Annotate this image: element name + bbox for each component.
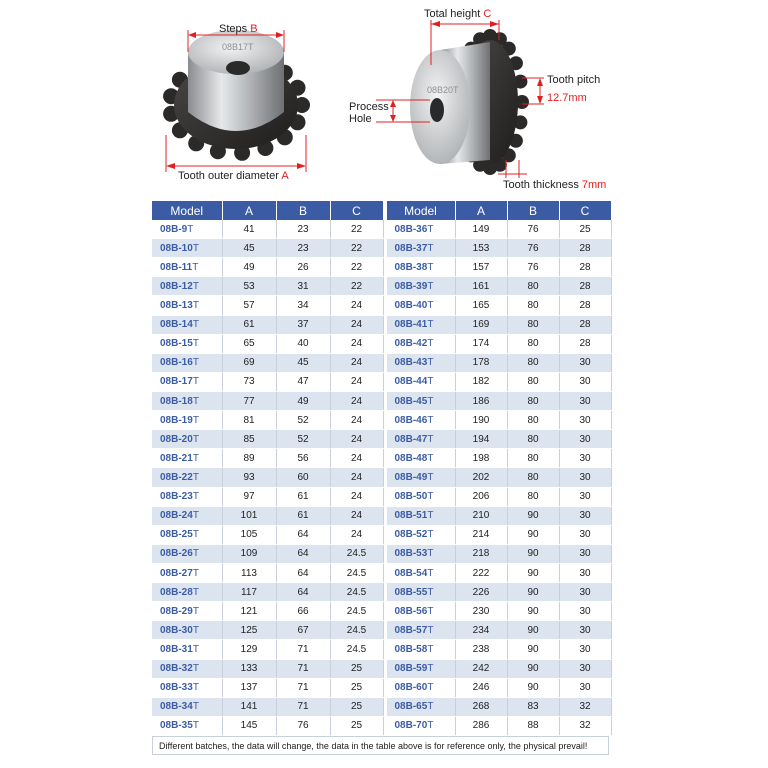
- value-a-cell: 97: [222, 487, 276, 506]
- table-row: [152, 659, 383, 678]
- table-row: [152, 258, 383, 277]
- value-c-cell: 30: [559, 372, 611, 391]
- table-row: [385, 468, 611, 487]
- table-row: [152, 277, 383, 296]
- value-b-cell: 80: [507, 353, 559, 372]
- value-a-cell: 230: [455, 602, 507, 621]
- column-header: Model: [152, 201, 222, 220]
- value-b-cell: 61: [276, 487, 330, 506]
- table-row: [385, 220, 611, 239]
- value-a-cell: 153: [455, 239, 507, 258]
- table-row: [385, 334, 611, 353]
- model-cell: 08B-32T: [152, 659, 222, 678]
- value-c-cell: 30: [559, 544, 611, 563]
- value-a-cell: 137: [222, 678, 276, 697]
- value-b-cell: 52: [276, 411, 330, 430]
- reference-note: Different batches, the data will change, the data in the table above is for reference only, the physical prevail!: [152, 736, 609, 755]
- value-a-cell: 246: [455, 678, 507, 697]
- spec-table-right: [384, 201, 612, 736]
- value-c-cell: 25: [330, 697, 383, 716]
- value-c-cell: 30: [559, 659, 611, 678]
- table-row: [385, 544, 611, 563]
- value-b-cell: 90: [507, 678, 559, 697]
- model-cell: 08B-26T: [152, 544, 222, 563]
- value-b-cell: 52: [276, 430, 330, 449]
- value-c-cell: 24.5: [330, 583, 383, 602]
- value-a-cell: 113: [222, 563, 276, 582]
- steps-label: Steps B: [219, 23, 258, 35]
- model-cell: 08B-44T: [385, 372, 455, 391]
- value-a-cell: 61: [222, 315, 276, 334]
- value-a-cell: 93: [222, 468, 276, 487]
- model-cell: 08B-28T: [152, 583, 222, 602]
- table-row: [385, 411, 611, 430]
- model-cell: 08B-40T: [385, 296, 455, 315]
- table-row: [385, 640, 611, 659]
- value-c-cell: 28: [559, 334, 611, 353]
- value-b-cell: 90: [507, 640, 559, 659]
- value-a-cell: 174: [455, 334, 507, 353]
- value-b-cell: 80: [507, 296, 559, 315]
- model-cell: 08B-35T: [152, 716, 222, 735]
- tooth-pitch-label: Tooth pitch: [547, 74, 601, 86]
- tooth-thickness-label: Tooth thickness 7mm: [503, 179, 607, 191]
- value-a-cell: 145: [222, 716, 276, 735]
- table-row: [152, 602, 383, 621]
- value-b-cell: 31: [276, 277, 330, 296]
- table-row: [152, 678, 383, 697]
- table-row: [152, 525, 383, 544]
- left-hub-engraving: 08B17T: [222, 42, 254, 52]
- column-header: C: [330, 201, 383, 220]
- value-b-cell: 71: [276, 697, 330, 716]
- table-row: [385, 315, 611, 334]
- value-a-cell: 210: [455, 506, 507, 525]
- table-row: [152, 220, 383, 239]
- value-c-cell: 24: [330, 353, 383, 372]
- value-b-cell: 66: [276, 602, 330, 621]
- value-a-cell: 129: [222, 640, 276, 659]
- value-b-cell: 26: [276, 258, 330, 277]
- value-b-cell: 61: [276, 506, 330, 525]
- spec-table-left: [152, 201, 384, 736]
- model-cell: 08B-41T: [385, 315, 455, 334]
- value-b-cell: 60: [276, 468, 330, 487]
- table-row: [385, 583, 611, 602]
- value-b-cell: 64: [276, 544, 330, 563]
- value-b-cell: 49: [276, 391, 330, 410]
- table-row: [152, 544, 383, 563]
- value-b-cell: 45: [276, 353, 330, 372]
- value-b-cell: 90: [507, 525, 559, 544]
- value-c-cell: 24: [330, 372, 383, 391]
- value-c-cell: 24: [330, 449, 383, 468]
- value-c-cell: 25: [559, 220, 611, 239]
- model-cell: 08B-65T: [385, 697, 455, 716]
- model-cell: 08B-37T: [385, 239, 455, 258]
- model-cell: 08B-36T: [385, 220, 455, 239]
- model-cell: 08B-12T: [152, 277, 222, 296]
- value-b-cell: 76: [276, 716, 330, 735]
- value-c-cell: 30: [559, 468, 611, 487]
- value-c-cell: 24: [330, 334, 383, 353]
- value-a-cell: 238: [455, 640, 507, 659]
- model-cell: 08B-59T: [385, 659, 455, 678]
- table-row: [152, 487, 383, 506]
- table-row: [385, 296, 611, 315]
- value-c-cell: 24: [330, 391, 383, 410]
- value-c-cell: 24.5: [330, 621, 383, 640]
- value-a-cell: 226: [455, 583, 507, 602]
- value-b-cell: 37: [276, 315, 330, 334]
- value-c-cell: 24: [330, 468, 383, 487]
- table-row: [385, 372, 611, 391]
- value-b-cell: 71: [276, 678, 330, 697]
- value-b-cell: 80: [507, 487, 559, 506]
- left-sprocket-image: [163, 30, 310, 161]
- table-row: [385, 239, 611, 258]
- model-cell: 08B-16T: [152, 353, 222, 372]
- value-b-cell: 90: [507, 602, 559, 621]
- value-b-cell: 80: [507, 468, 559, 487]
- table-row: [152, 315, 383, 334]
- model-cell: 08B-25T: [152, 525, 222, 544]
- value-c-cell: 30: [559, 353, 611, 372]
- value-b-cell: 40: [276, 334, 330, 353]
- value-c-cell: 30: [559, 449, 611, 468]
- table-row: [385, 678, 611, 697]
- value-c-cell: 24: [330, 315, 383, 334]
- value-a-cell: 169: [455, 315, 507, 334]
- table-row: [385, 391, 611, 410]
- value-a-cell: 149: [455, 220, 507, 239]
- value-a-cell: 165: [455, 296, 507, 315]
- model-cell: 08B-22T: [152, 468, 222, 487]
- value-b-cell: 83: [507, 697, 559, 716]
- value-b-cell: 80: [507, 372, 559, 391]
- model-cell: 08B-19T: [152, 411, 222, 430]
- value-c-cell: 30: [559, 411, 611, 430]
- value-b-cell: 23: [276, 220, 330, 239]
- value-a-cell: 89: [222, 449, 276, 468]
- table-row: [385, 716, 611, 735]
- value-b-cell: 76: [507, 239, 559, 258]
- model-cell: 08B-43T: [385, 353, 455, 372]
- table-row: [385, 659, 611, 678]
- table-row: [152, 468, 383, 487]
- table-row: [152, 296, 383, 315]
- model-cell: 08B-51T: [385, 506, 455, 525]
- model-cell: 08B-57T: [385, 621, 455, 640]
- value-c-cell: 30: [559, 430, 611, 449]
- value-a-cell: 157: [455, 258, 507, 277]
- table-row: [152, 430, 383, 449]
- model-cell: 08B-48T: [385, 449, 455, 468]
- value-b-cell: 47: [276, 372, 330, 391]
- value-c-cell: 30: [559, 583, 611, 602]
- value-a-cell: 242: [455, 659, 507, 678]
- model-cell: 08B-34T: [152, 697, 222, 716]
- value-a-cell: 234: [455, 621, 507, 640]
- model-cell: 08B-53T: [385, 544, 455, 563]
- table-row: [385, 258, 611, 277]
- value-a-cell: 202: [455, 468, 507, 487]
- value-c-cell: 30: [559, 487, 611, 506]
- value-b-cell: 90: [507, 659, 559, 678]
- model-cell: 08B-21T: [152, 449, 222, 468]
- table-row: [385, 525, 611, 544]
- value-b-cell: 80: [507, 315, 559, 334]
- value-b-cell: 80: [507, 391, 559, 410]
- value-a-cell: 222: [455, 563, 507, 582]
- model-cell: 08B-31T: [152, 640, 222, 659]
- model-cell: 08B-60T: [385, 678, 455, 697]
- model-cell: 08B-27T: [152, 563, 222, 582]
- value-a-cell: 77: [222, 391, 276, 410]
- table-row: [385, 506, 611, 525]
- model-cell: 08B-33T: [152, 678, 222, 697]
- value-b-cell: 90: [507, 544, 559, 563]
- column-header: C: [559, 201, 611, 220]
- table-row: [152, 621, 383, 640]
- model-cell: 08B-30T: [152, 621, 222, 640]
- right-hub-engraving: 08B20T: [427, 85, 459, 95]
- model-cell: 08B-15T: [152, 334, 222, 353]
- value-b-cell: 64: [276, 583, 330, 602]
- model-cell: 08B-58T: [385, 640, 455, 659]
- value-c-cell: 24: [330, 296, 383, 315]
- value-b-cell: 88: [507, 716, 559, 735]
- value-c-cell: 30: [559, 640, 611, 659]
- value-b-cell: 76: [507, 258, 559, 277]
- model-cell: 08B-17T: [152, 372, 222, 391]
- model-cell: 08B-52T: [385, 525, 455, 544]
- value-a-cell: 268: [455, 697, 507, 716]
- value-a-cell: 186: [455, 391, 507, 410]
- model-cell: 08B-39T: [385, 277, 455, 296]
- specification-table: [152, 201, 609, 756]
- model-cell: 08B-38T: [385, 258, 455, 277]
- value-a-cell: 214: [455, 525, 507, 544]
- column-header: Model: [385, 201, 455, 220]
- value-a-cell: 133: [222, 659, 276, 678]
- table-row: [385, 277, 611, 296]
- value-b-cell: 34: [276, 296, 330, 315]
- value-b-cell: 64: [276, 563, 330, 582]
- value-a-cell: 286: [455, 716, 507, 735]
- value-c-cell: 28: [559, 315, 611, 334]
- value-c-cell: 22: [330, 220, 383, 239]
- tooth-outer-label: Tooth outer diameter A: [178, 170, 289, 182]
- table-row: [152, 640, 383, 659]
- value-c-cell: 24: [330, 487, 383, 506]
- table-row: [152, 391, 383, 410]
- value-b-cell: 80: [507, 411, 559, 430]
- model-cell: 08B-29T: [152, 602, 222, 621]
- model-cell: 08B-20T: [152, 430, 222, 449]
- value-a-cell: 121: [222, 602, 276, 621]
- model-cell: 08B-10T: [152, 239, 222, 258]
- value-c-cell: 24.5: [330, 602, 383, 621]
- value-b-cell: 64: [276, 525, 330, 544]
- tooth-pitch-value: 12.7mm: [547, 92, 587, 104]
- table-row: [385, 563, 611, 582]
- value-b-cell: 90: [507, 621, 559, 640]
- hole-label: Hole: [349, 113, 372, 125]
- model-cell: 08B-11T: [152, 258, 222, 277]
- table-row: [152, 506, 383, 525]
- value-a-cell: 69: [222, 353, 276, 372]
- table-row: [152, 716, 383, 735]
- table-row: [152, 563, 383, 582]
- value-c-cell: 30: [559, 678, 611, 697]
- value-a-cell: 73: [222, 372, 276, 391]
- value-a-cell: 109: [222, 544, 276, 563]
- value-c-cell: 22: [330, 239, 383, 258]
- value-c-cell: 24.5: [330, 563, 383, 582]
- model-cell: 08B-56T: [385, 602, 455, 621]
- sprocket-illustration: [0, 0, 768, 200]
- value-c-cell: 32: [559, 697, 611, 716]
- model-cell: 08B-45T: [385, 391, 455, 410]
- value-a-cell: 178: [455, 353, 507, 372]
- table-row: [152, 697, 383, 716]
- value-a-cell: 81: [222, 411, 276, 430]
- process-label: Process: [349, 101, 389, 113]
- value-b-cell: 71: [276, 659, 330, 678]
- value-b-cell: 80: [507, 334, 559, 353]
- value-a-cell: 182: [455, 372, 507, 391]
- table-row: [385, 697, 611, 716]
- value-a-cell: 57: [222, 296, 276, 315]
- value-c-cell: 28: [559, 258, 611, 277]
- table-row: [385, 602, 611, 621]
- value-a-cell: 85: [222, 430, 276, 449]
- model-cell: 08B-18T: [152, 391, 222, 410]
- value-c-cell: 25: [330, 659, 383, 678]
- value-a-cell: 206: [455, 487, 507, 506]
- value-a-cell: 117: [222, 583, 276, 602]
- value-c-cell: 32: [559, 716, 611, 735]
- value-b-cell: 80: [507, 277, 559, 296]
- table-row: [152, 449, 383, 468]
- value-c-cell: 30: [559, 506, 611, 525]
- value-b-cell: 23: [276, 239, 330, 258]
- value-a-cell: 190: [455, 411, 507, 430]
- column-header: A: [455, 201, 507, 220]
- model-cell: 08B-14T: [152, 315, 222, 334]
- total-height-label: Total height C: [424, 8, 492, 20]
- model-cell: 08B-49T: [385, 468, 455, 487]
- value-b-cell: 90: [507, 583, 559, 602]
- value-b-cell: 71: [276, 640, 330, 659]
- value-a-cell: 53: [222, 277, 276, 296]
- model-cell: 08B-13T: [152, 296, 222, 315]
- model-cell: 08B-50T: [385, 487, 455, 506]
- column-header: B: [276, 201, 330, 220]
- value-c-cell: 28: [559, 239, 611, 258]
- value-a-cell: 125: [222, 621, 276, 640]
- table-row: [385, 353, 611, 372]
- table-row: [385, 449, 611, 468]
- model-cell: 08B-70T: [385, 716, 455, 735]
- value-c-cell: 22: [330, 277, 383, 296]
- value-b-cell: 67: [276, 621, 330, 640]
- value-a-cell: 49: [222, 258, 276, 277]
- value-c-cell: 24: [330, 506, 383, 525]
- table-row: [385, 430, 611, 449]
- value-c-cell: 24: [330, 411, 383, 430]
- value-c-cell: 28: [559, 296, 611, 315]
- value-b-cell: 90: [507, 563, 559, 582]
- right-sprocket-image: [410, 29, 529, 175]
- value-c-cell: 24.5: [330, 544, 383, 563]
- model-cell: 08B-54T: [385, 563, 455, 582]
- table-row: [152, 334, 383, 353]
- table-row: [152, 353, 383, 372]
- value-b-cell: 80: [507, 430, 559, 449]
- value-c-cell: 22: [330, 258, 383, 277]
- model-cell: 08B-24T: [152, 506, 222, 525]
- value-a-cell: 45: [222, 239, 276, 258]
- model-cell: 08B-9T: [152, 220, 222, 239]
- value-b-cell: 80: [507, 449, 559, 468]
- table-row: [152, 411, 383, 430]
- value-b-cell: 76: [507, 220, 559, 239]
- value-c-cell: 30: [559, 391, 611, 410]
- value-c-cell: 24.5: [330, 640, 383, 659]
- value-a-cell: 141: [222, 697, 276, 716]
- table-row: [152, 239, 383, 258]
- table-row: [385, 621, 611, 640]
- value-a-cell: 218: [455, 544, 507, 563]
- column-header: B: [507, 201, 559, 220]
- value-b-cell: 56: [276, 449, 330, 468]
- table-row: [152, 583, 383, 602]
- value-c-cell: 30: [559, 621, 611, 640]
- value-c-cell: 28: [559, 277, 611, 296]
- value-a-cell: 65: [222, 334, 276, 353]
- value-c-cell: 24: [330, 430, 383, 449]
- value-a-cell: 198: [455, 449, 507, 468]
- value-a-cell: 194: [455, 430, 507, 449]
- model-cell: 08B-42T: [385, 334, 455, 353]
- value-c-cell: 30: [559, 563, 611, 582]
- table-row: [385, 487, 611, 506]
- value-c-cell: 25: [330, 716, 383, 735]
- value-c-cell: 30: [559, 602, 611, 621]
- value-b-cell: 90: [507, 506, 559, 525]
- model-cell: 08B-23T: [152, 487, 222, 506]
- value-a-cell: 41: [222, 220, 276, 239]
- model-cell: 08B-47T: [385, 430, 455, 449]
- column-header: A: [222, 201, 276, 220]
- value-a-cell: 161: [455, 277, 507, 296]
- value-c-cell: 30: [559, 525, 611, 544]
- value-c-cell: 24: [330, 525, 383, 544]
- value-a-cell: 101: [222, 506, 276, 525]
- model-cell: 08B-55T: [385, 583, 455, 602]
- model-cell: 08B-46T: [385, 411, 455, 430]
- value-a-cell: 105: [222, 525, 276, 544]
- table-row: [152, 372, 383, 391]
- value-c-cell: 25: [330, 678, 383, 697]
